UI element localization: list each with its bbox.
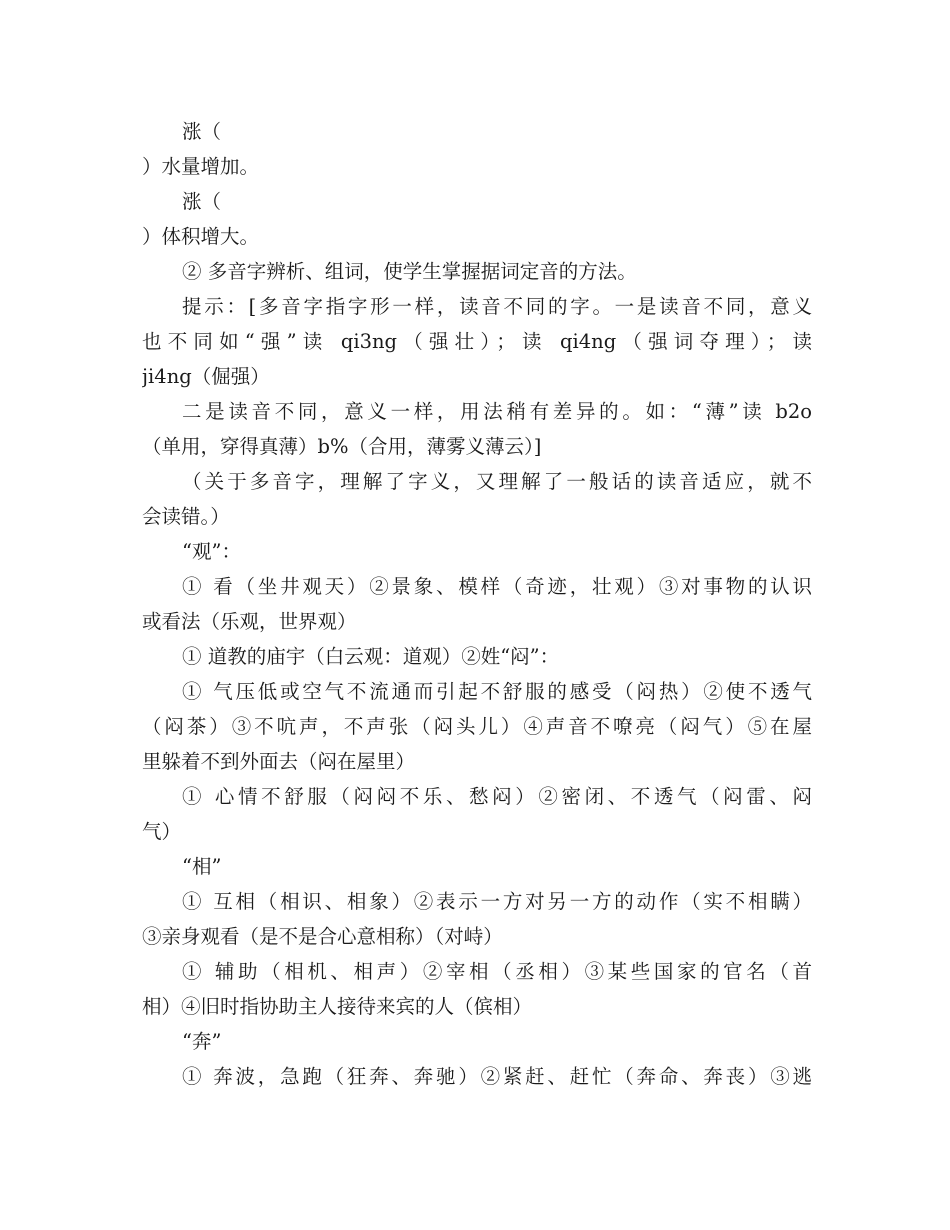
text-line-21: 气） [142, 820, 182, 843]
text-line-26: 相）④旧时指协助主人接待来宾的人（傧相） [142, 995, 533, 1018]
text-line-28: ① 奔波，急跑（狂奔、奔驰）②紧赶、赶忙（奔命、奔丧）③逃 [182, 1065, 812, 1088]
text-line-15: 或看法（乐观，世界观） [142, 610, 357, 633]
text-line-25: ① 辅助（相机、相声）②宰相（丞相）③某些国家的官名（首 [182, 960, 812, 983]
text-line-4: ）体积增大。 [142, 225, 260, 248]
text-line-22: “相” [182, 855, 222, 878]
text-line-3: 涨（ [182, 190, 222, 213]
text-line-7: 也不同如“强”读 qi3ng（强壮）；读 qi4ng（强词夺理）；读 [142, 330, 812, 353]
text-line-17: ① 气压低或空气不流通而引起不舒服的感受（闷热）②使不透气 [182, 680, 812, 703]
text-line-8: ji4ng（倔强） [142, 365, 270, 388]
text-line-1: 涨（ [182, 120, 222, 143]
text-line-9: 二是读音不同，意义一样，用法稍有差异的。如：“薄”读 b2o [182, 400, 812, 423]
text-line-6: 提示：[多音字指字形一样，读音不同的字。一是读音不同，意义 [182, 295, 812, 318]
text-line-24: ③亲身观看（是不是合心意相称）（对峙） [142, 925, 503, 948]
text-line-12: 会读错。） [142, 505, 230, 528]
text-line-18: （闷茶）③不吭声，不声张（闷头儿）④声音不嘹亮（闷气）⑤在屋 [142, 715, 812, 738]
text-line-5: ② 多音字辨析、组词，使学生掌握据词定音的方法。 [182, 260, 637, 283]
text-line-27: “奔” [182, 1030, 222, 1053]
text-line-10: （单用，穿得真薄）b%（合用，薄雾义薄云）] [142, 435, 542, 458]
text-line-14: ① 看（坐井观天）②景象、模样（奇迹，壮观）③对事物的认识 [182, 575, 812, 598]
text-line-11: （关于多音字，理解了字义，又理解了一般话的读音适应，就不 [182, 470, 812, 493]
text-line-16: ① 道教的庙宇（白云观：道观）②姓“闷”： [182, 645, 560, 668]
text-line-20: ① 心情不舒服（闷闷不乐、愁闷）②密闭、不透气（闷雷、闷 [182, 785, 812, 808]
text-line-23: ① 互相（相识、相象）②表示一方对另一方的动作（实不相瞒） [182, 890, 812, 913]
text-line-19: 里躲着不到外面去（闷在屋里） [142, 750, 416, 773]
text-line-2: ）水量增加。 [142, 155, 260, 178]
text-line-13: “观”： [182, 540, 241, 563]
